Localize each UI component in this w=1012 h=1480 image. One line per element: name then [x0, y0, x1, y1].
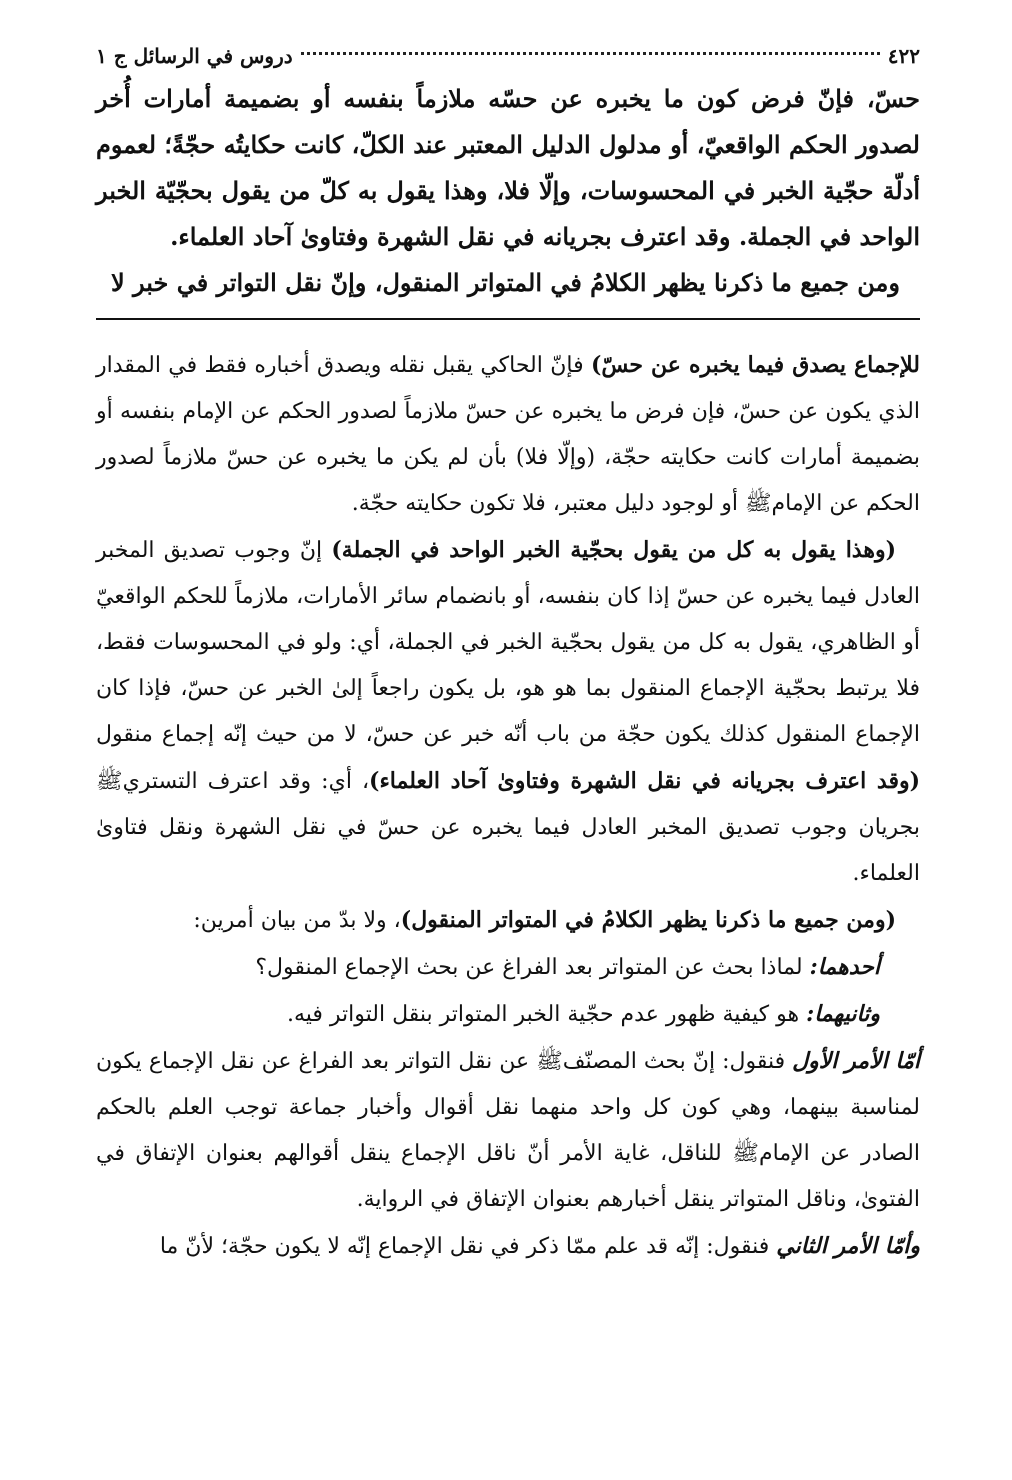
commentary-paragraph [96, 1038, 920, 1223]
book-page [96, 36, 920, 1270]
commentary-text: فنقول: إنّه قد علم ممّا ذكر في نقل الإجماع إنّه لا يكون حجّة؛ لأنّ ما [159, 1234, 777, 1259]
commentary-text: لماذا بحث عن المتواتر بعد الفراغ عن بحث الإجماع المنقول؟ [255, 955, 810, 980]
page-number: ٤٢٢ [887, 44, 920, 68]
commentary-paragraph [96, 991, 920, 1038]
commentary-text: فنقول: إنّ بحث المصنّفﷺ عن نقل التواتر بعد الفراغ عن نقل الإجماع يكون لمناسبة بينهما، وهي كون كل واحد منهما نقل أقوال وأخبار جماعة توجب العلم بالحكم الصادر عن الإمامﷺ للناقل، غاية الأمر أنّ ناقل الإجماع ينقل أقوالهم بعنوان الإتفاق في الفتوىٰ، وناقل المتواتر ينقل أخبارهم بعنوان الإتفاق في الرواية. [96, 1049, 920, 1212]
text-divider [96, 318, 920, 320]
commentary-text: إنّ وجوب تصديق المخبر العادل فيما يخبره عن حسّ إذا كان بنفسه، أو بانضمام سائر الأمارات، ملازماً للحكم الواقعيّ أو الظاهري، يقول به كل من يقول بحجّية الخبر في الجملة، أي: ولو في المحسوسات فقط، فلا يرتبط بحجّية الإجماع المنقول بما هو هو، بل يكون راجعاً إلىٰ الخبر عن حسّ، فإذا كان الإجماع المنقول كذلك يكون حجّة من باب أنّه خبر عن حسّ، لا من حيث إنّه إجماع منقول [96, 538, 920, 747]
main-text-paragraph: حسّ، فإنّ فرض كون ما يخبره عن حسّه ملازماً بنفسه أو بضميمة أمارات أُخر لصدور الحكم الواقعيّ، أو مدلول الدليل المعتبر عند الكلّ، كانت حكايتُه حجّةً؛ لعموم أدلّة حجّية الخبر في المحسوسات، وإلّا فلا، وهذا يقول به كلّ من يقول بحجّيّة الخبر الواحد في الجملة. وقد اعترف بجريانه في نقل الشهرة وفتاوىٰ آحاد العلماء. [96, 84, 920, 251]
quoted-text: (ومن جميع ما ذكرنا يظهر الكلامُ في المتواتر المنقول) [400, 907, 896, 933]
item-label: أمّا الأمر الأول [792, 1048, 920, 1074]
commentary-paragraph [96, 342, 920, 527]
book-title: دروس في الرسائل ج ١ [96, 44, 293, 68]
item-label: وأمّا الأمر الثاني [776, 1233, 920, 1259]
item-label: وثانيهما: [806, 1001, 880, 1027]
commentary-text: هو كيفية ظهور عدم حجّية الخبر المتواتر بنقل التواتر فيه. [286, 1002, 807, 1027]
quoted-text: (وقد اعترف بجريانه في نقل الشهرة وفتاوىٰ آحاد العلماء) [369, 768, 921, 794]
main-text-paragraph: ومن جميع ما ذكرنا يظهر الكلامُ في المتواتر المنقول، وإنّ نقل التواتر في خبر لا [111, 268, 900, 297]
commentary-paragraph [96, 944, 920, 991]
commentary-paragraph [96, 527, 920, 897]
commentary-text: ، أي: وقد اعترف التستريﷺ بجريان وجوب تصديق المخبر العادل فيما يخبره عن حسّ في نقل الشهرة ونقل فتاوىٰ العلماء. [96, 769, 921, 886]
main-text [96, 76, 920, 306]
commentary-text: ، ولا بدّ من بيان أمرين: [193, 908, 401, 933]
running-header [96, 36, 920, 76]
commentary-paragraph [96, 1223, 920, 1270]
commentary-paragraph [96, 897, 920, 944]
quoted-text: (وهذا يقول به كل من يقول بحجّية الخبر الواحد في الجملة) [331, 537, 896, 563]
item-label: أحدهما: [809, 954, 880, 980]
commentary-text: فإنّ الحاكي يقبل نقله ويصدق أخباره فقط في المقدار الذي يكون عن حسّ، فإن فرض ما يخبره عن حسّ ملازماً لصدور الحكم عن الإمام بنفسه أو بضميمة أمارات كانت حكايته حجّة، (وإلّا فلا) بأن لم يكن ما يخبره عن حسّ ملازماً لصدور الحكم عن الإمامﷺ أو لوجود دليل معتبر، فلا تكون حكايته حجّة. [96, 353, 920, 516]
header-dot-leader [301, 52, 880, 55]
quoted-text: للإجماع يصدق فيما يخبره عن حسّ) [590, 352, 921, 378]
commentary [96, 342, 920, 1270]
